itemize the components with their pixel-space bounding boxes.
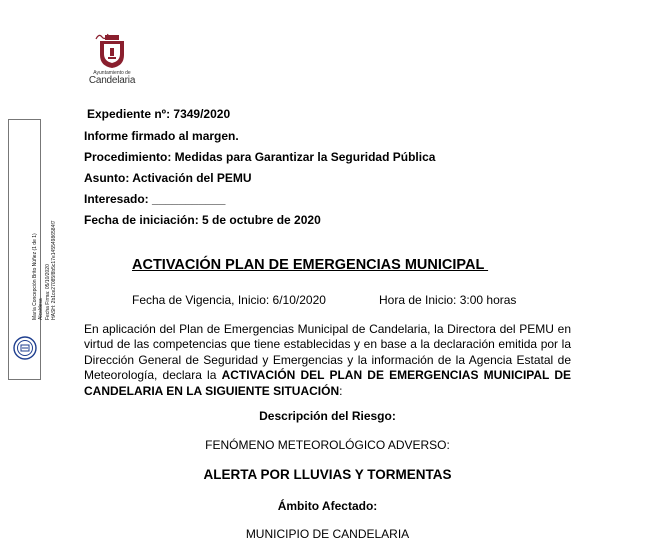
paragraph-end: : [339, 383, 343, 398]
signature-line-3: Fecha Firma: 05/10/2020 [44, 264, 51, 320]
paragraph-bold: ACTIVACIÓN DEL PLAN DE EMERGENCIAS MUNICIPAL DE CANDELARIA EN LA SIGUIENTE SITUACIÓN [84, 368, 571, 398]
fecha-iniciacion-line: Fecha de iniciación: 5 de octubre de 2020 [84, 213, 321, 227]
municipality-logo [86, 33, 138, 99]
paragraph-text: En aplicación del Plan de Emergencias Municipal de Candelaria, la Directora del PEMU en virtud de las competencias que tiene establecidas y en base a la declaración emitida por la Dirección General de Seguridad y Emergencias y la información de la Agencia Estatal de Meteorología, declara la [84, 322, 571, 383]
signature-line-1: María Concepción Brito Núñez (1 de 1) [32, 233, 38, 320]
document-title: ACTIVACIÓN PLAN DE EMERGENCIAS MUNICIPAL [132, 257, 489, 273]
alerta-text: ALERTA POR LLUVIAS Y TORMENTAS [203, 467, 452, 482]
descripcion-heading: Descripción del Riesgo: [259, 409, 396, 423]
ambito-heading: Ámbito Afectado: [277, 499, 378, 513]
fenomeno-text: FENÓMENO METEOROLÓGICO ADVERSO: [205, 438, 450, 452]
fecha-vigencia: Fecha de Vigencia, Inicio: 6/10/2020 [132, 293, 326, 307]
signature-line-4: HASH: 2b1ce27085f8b5c17e14554986584f7 [50, 220, 57, 320]
interesado-line: Interesado: ___________ [84, 192, 226, 206]
hora-inicio: Hora de Inicio: 3:00 horas [379, 293, 517, 307]
procedimiento-line: Procedimiento: Medidas para Garantizar la Seguridad Pública [84, 150, 436, 164]
asunto-line: Asunto: Activación del PEMU [84, 171, 252, 185]
logo-title: Candelaria [88, 75, 136, 86]
signature-text [32, 220, 57, 320]
municipio-text: MUNICIPIO DE CANDELARIA [245, 527, 410, 541]
signature-line-2: Alcaldesa [38, 298, 45, 320]
logo-subtitle: Ayuntamiento de [93, 70, 131, 76]
expediente-line: Expediente nº: 7349/2020 [87, 107, 231, 121]
body-paragraph [84, 322, 571, 399]
informe-line: Informe firmado al margen. [84, 129, 239, 143]
signature-panel [8, 119, 57, 380]
logo-flourish-icon [95, 33, 109, 41]
validation-seal-icon [13, 336, 37, 360]
